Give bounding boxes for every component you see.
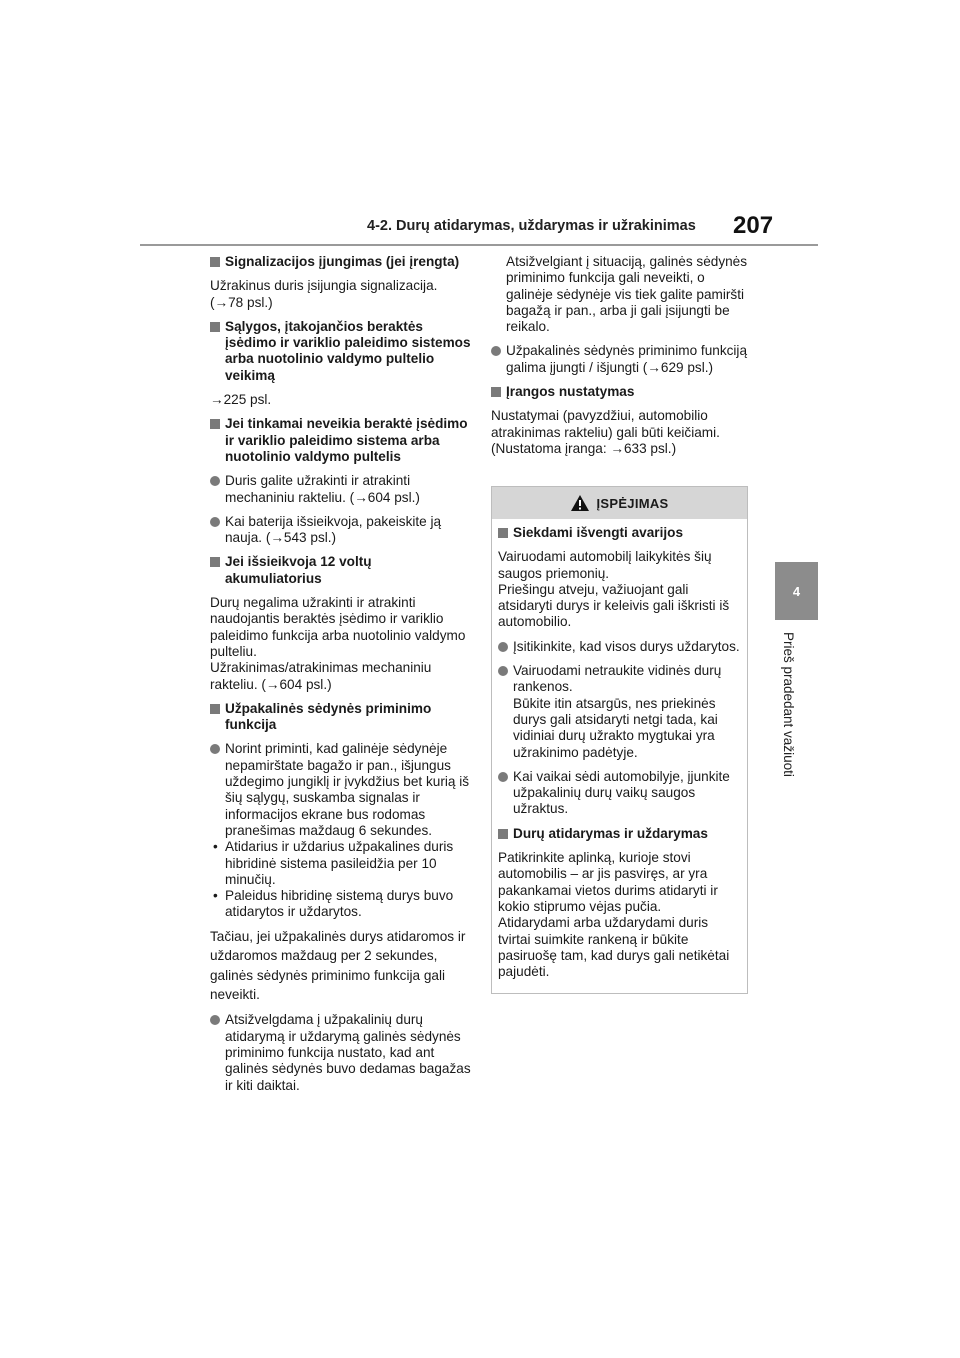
paragraph-12v-battery: Durų negalima užrakinti ir atrakinti naudojantis beraktės įsėdimo ir variklio paleidimo funkcija arba nuotolinio valdymo pulteliu. Užrakinimas/atrakinimas mechaniniu rakteliu. (→604 psl.) [210, 595, 466, 692]
warning-header [492, 487, 747, 519]
warning-bullet-inner-handle: Vairuodami netraukite vidinės durų rankenos. Būkite itin atsargūs, nes priekinės durys gali atsidaryti netgi tada, kai vidiniai durų užrakto mygtukai yra užrakinimo padėtyje. [498, 663, 741, 761]
bullet-reminder-detect: Atsižvelgdama į užpakalinių durų atidarymą ir uždarymą galinės sėdynės priminimo funkcija nustato, kad ant galinės sėdynės buvo dedamas bagažas ir kiti daiktai. [210, 1012, 472, 1093]
heading-alarm: Signalizacijos įjungimas (jei įrengta) [210, 254, 472, 270]
heading-malfunction: Jei tinkamai neveikia beraktė įsėdimo ir variklio paleidimo sistema arba nuotolinio valdymo pultelis [210, 416, 472, 465]
warning-title: ĮSPĖJIMAS [596, 495, 669, 511]
warning-paragraph-opening-closing: Patikrinkite aplinką, kurioje stovi automobilis – ar jis pasviręs, ar yra pakankamai vietos durims atidaryti ir kokio stiprumo vėjas pučia. Atidarydami arba uždarydami duris tvirtai suimkite rankeną ir būkite pasiruošę tam, kad durys gali netikėtai pajudėti. [498, 850, 730, 980]
bullet-reminder-toggle: Užpakalinės sėdynės priminimo funkciją galima įjungti / išjungti (→629 psl.) [491, 343, 753, 376]
continued-paragraph: Atsižvelgiant į situaciją, galinės sėdynės priminimo funkcija gali neveikti, o galinėje sėdynėje vis tiek galite pamiršti bagažą ir pan., arba ji gali įsijungti be reikalo. [506, 254, 748, 335]
warning-heading-opening-closing: Durų atidarymas ir uždarymas [498, 826, 741, 842]
warning-bullet-child-locks: Kai vaikai sėdi automobilyje, įjunkite užpakalinių durų vaikų saugos užraktus. [498, 769, 741, 818]
heading-12v-battery: Jei išsieikvoja 12 voltų akumuliatorius [210, 554, 472, 587]
warning-body [492, 519, 747, 980]
section-title: 4-2. Durų atidarymas, uždarymas ir užrakinimas [367, 218, 696, 234]
right-column [491, 254, 753, 465]
paragraph-alarm: Užrakinus duris įsijungia signalizacija. (→78 psl.) [210, 278, 438, 310]
sub-bullet-doors: • Atidarius ir uždarius užpakalines duris hibridinė sistema pasileidžia per 10 minučių. [210, 839, 472, 888]
left-column [210, 254, 472, 1102]
warning-bullet-doors-closed: Įsitikinkite, kad visos durys uždarytos. [498, 639, 741, 655]
warning-heading-avoid-accidents: Siekdami išvengti avarijos [498, 525, 741, 541]
warning-paragraph-safety: Vairuodami automobilį laikykitės šių saugos priemonių. Priešingu atveju, važiuojant gali atsidaryti durys ir keleivis gali iškristi iš automobilio. [498, 549, 730, 630]
page-number: 207 [733, 212, 774, 239]
header-divider [140, 244, 818, 246]
chapter-label: Prieš pradedant važiuoti [781, 632, 796, 777]
paragraph-equipment-settings: Nustatymai (pavyzdžiui, automobilio atrakinimas rakteliu) gali būti keičiami. (Nustatoma įranga: →633 psl.) [491, 408, 720, 456]
bullet-reminder-description: Norint priminti, kad galinėje sėdynėje nepamirštate bagažo ir pan., išjungus uždegimo jungiklį ir įvykdžius bet kurią iš šių sąlygų, suskamba signalas ir informacijos ekrane bus rodomas pranešimas maždaug 6 sekundes. [210, 741, 472, 839]
warning-box [491, 486, 748, 994]
paragraph-reminder-note: Tačiau, jei užpakalinės durys atidaromos ir uždaromos maždaug per 2 sekundes, galinės sėdynės priminimo funkcija gali neveikti. [210, 928, 466, 1002]
sub-bullet-hybrid: • Paleidus hibridinę sistemą durys buvo atidarytos ir uždarytos. [210, 888, 472, 921]
bullet-battery: Kai baterija išsieikvoja, pakeiskite ją nauja. (→543 psl.) [210, 514, 472, 547]
bullet-mechanical-key: Duris galite užrakinti ir atrakinti mechaniniu rakteliu. (→604 psl.) [210, 473, 472, 506]
heading-equipment-settings: Įrangos nustatymas [491, 384, 753, 400]
chapter-number: 4 [792, 583, 801, 599]
chapter-tab [775, 562, 818, 620]
heading-rear-seat-reminder: Užpakalinės sėdynės priminimo funkcija [210, 701, 472, 734]
heading-conditions: Sąlygos, įtakojančios beraktės įsėdimo ir variklio paleidimo sistemos arba nuotolinio valdymo pultelio veikimą [210, 319, 472, 384]
warning-triangle-icon [570, 494, 590, 512]
page-reference: →225 psl. [210, 392, 272, 408]
